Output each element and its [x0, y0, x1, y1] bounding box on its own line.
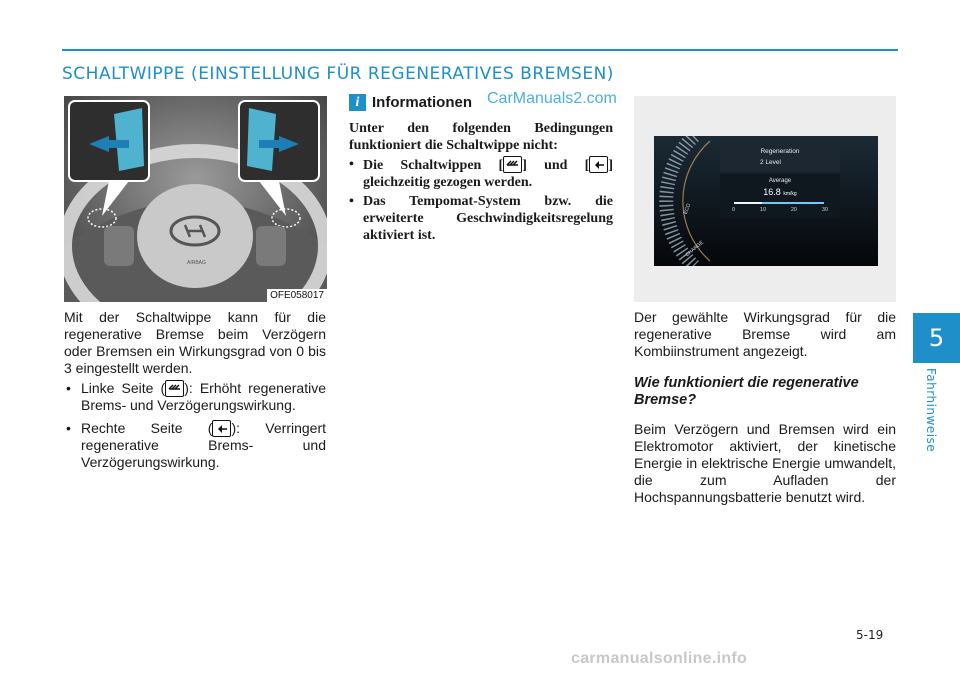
paddle-decrease-icon — [589, 156, 608, 173]
paddle-bullet-list — [64, 380, 326, 471]
right-column-text — [634, 309, 896, 521]
cluster-level: 2 Level — [760, 159, 781, 166]
chapter-label: Fahrhinweise — [924, 368, 938, 453]
footer-watermark: carmanualsonline.info — [571, 650, 748, 667]
information-item-cruise: • Das Tempomat-System bzw. die erweiterte Geschwindigkeitsregelung aktiviert ist. — [349, 193, 613, 244]
intro-paragraph: Mit der Schaltwippe kann für die regenerative Bremse beim Verzögern oder Bremsen ein Wirkungsgrad von 0 bis 3 eingestellt werden. — [64, 309, 326, 376]
gauge-label-eco: ECO — [682, 202, 693, 216]
information-list — [349, 156, 613, 244]
instrument-cluster-image — [634, 96, 896, 302]
paddle-increase-icon — [503, 156, 522, 173]
section-heading: SCHALTWIPPE (EINSTELLUNG FÜR REGENERATIVES BREMSEN) — [62, 64, 614, 84]
watermark-text: CarManuals2.com — [487, 90, 617, 107]
regeneration-paragraph: Beim Verzögern und Bremsen wird ein Elektromotor aktiviert, der kinetische Energie in elektrische Energie umwandelt, die zum Aufladen der Hochspannungsbatterie benutzt wird. — [634, 421, 896, 505]
header-rule — [62, 49, 898, 51]
information-title: Informationen — [372, 94, 472, 111]
gauge-label-charge: CHARGE — [684, 239, 705, 259]
chapter-number-tab: 5 — [913, 313, 960, 363]
page-number: 5-19 — [856, 628, 884, 642]
cluster-average-label: Average — [768, 178, 792, 184]
cluster-average-value: 16.8 km/kg — [763, 187, 797, 197]
information-body — [349, 120, 613, 244]
list-item-right-paddle: • Rechte Seite ( ): Verringert regenerative Brems- und Verzögerungswirkung. — [64, 420, 326, 471]
list-item-left-paddle: • Linke Seite ( ): Erhöht regenerative Brems- und Verzögerungswirkung. — [64, 380, 326, 414]
svg-text:AIRBAG: AIRBAG — [187, 260, 206, 266]
cluster-title: Regeneration — [760, 148, 800, 155]
info-icon: i — [349, 94, 366, 111]
information-item-paddles: • Die Schaltwippen [ ] und [ ] gleichzeitig gezogen werden. — [349, 156, 613, 191]
left-column-text — [64, 309, 326, 477]
cluster-paragraph: Der gewählte Wirkungsgrad für die regenerative Bremse wird am Kombiinstrument angezeigt. — [634, 309, 896, 359]
paddle-decrease-icon — [212, 420, 231, 437]
cluster-display — [654, 136, 878, 266]
cluster-scale: 0 10 20 30 — [732, 207, 828, 213]
information-box — [349, 94, 613, 246]
information-intro: Unter den folgenden Bedingungen funktioniert die Schaltwippe nicht: — [349, 121, 613, 153]
figure-code: OFE058017 — [267, 289, 327, 302]
steering-wheel-paddle-image — [64, 96, 327, 302]
subheading: Wie funktioniert die regenerative Bremse? — [634, 375, 859, 408]
paddle-increase-icon — [165, 380, 184, 397]
